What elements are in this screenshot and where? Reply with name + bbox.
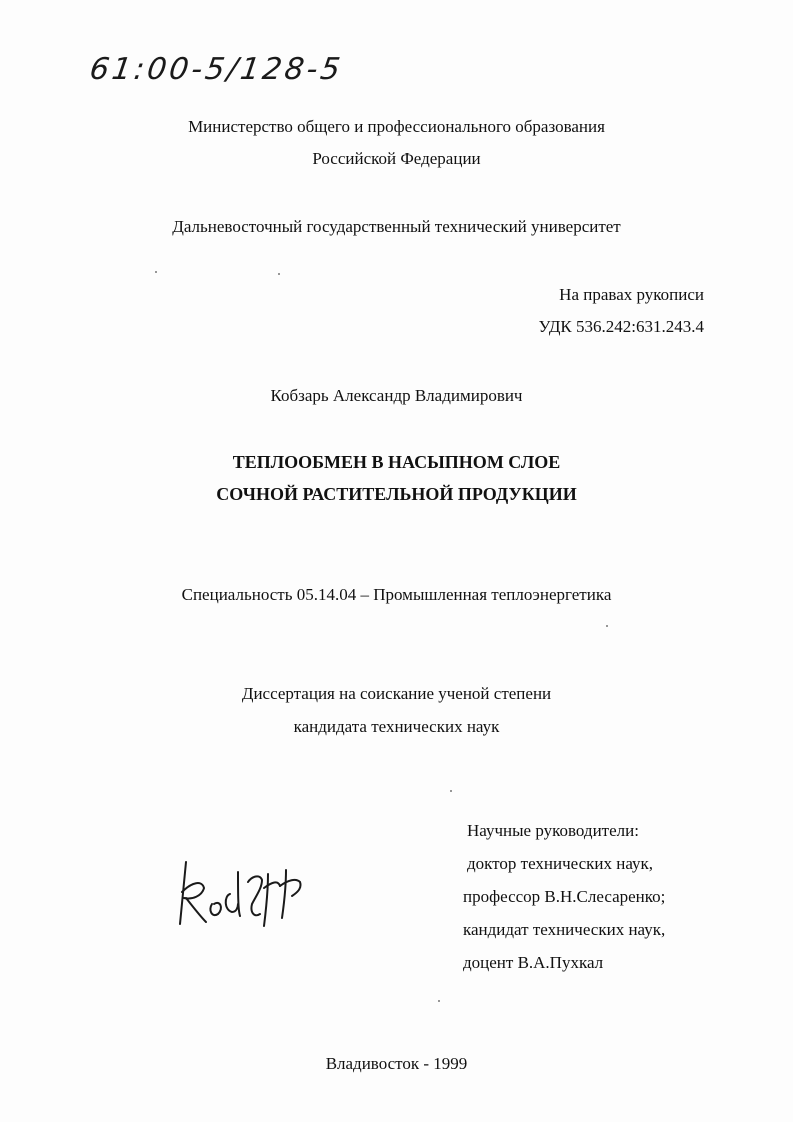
supervisor-2-name: доцент В.А.Пухкал [463, 953, 604, 972]
degree-line-1: Диссертация на соискание ученой степени [241, 684, 552, 703]
author-name: Кобзарь Александр Владимирович [270, 386, 523, 405]
scan-speck [278, 273, 280, 275]
supervisor-2-degree: кандидат технических наук, [463, 920, 666, 939]
manuscript-rights: На правах рукописи [559, 285, 704, 304]
scan-speck [606, 625, 608, 627]
supervisors-heading: Научные руководители: [467, 821, 639, 840]
scan-speck [155, 271, 157, 273]
degree-line-2: кандидата технических наук [293, 717, 500, 736]
ministry-line-2: Российской Федерации [312, 149, 481, 168]
city-year: Владивосток - 1999 [325, 1054, 468, 1073]
scan-speck [450, 790, 452, 792]
handwritten-archive-code: 61:00-5/128-5 [87, 52, 346, 87]
title-line-1: ТЕПЛООБМЕН В НАСЫПНОМ СЛОЕ [232, 452, 561, 472]
author-signature [172, 852, 312, 932]
supervisor-1-name: профессор В.Н.Слесаренко; [463, 887, 666, 906]
ministry-line-1: Министерство общего и профессионального образования [188, 117, 605, 136]
university-name: Дальневосточный государственный технический университет [172, 217, 621, 236]
title-line-2: СОЧНОЙ РАСТИТЕЛЬНОЙ ПРОДУКЦИИ [216, 484, 577, 504]
udc-code: УДК 536.242:631.243.4 [538, 317, 704, 336]
scan-speck [438, 1000, 440, 1002]
supervisor-1-degree: доктор технических наук, [467, 854, 654, 873]
specialty: Специальность 05.14.04 – Промышленная теплоэнергетика [181, 585, 612, 604]
